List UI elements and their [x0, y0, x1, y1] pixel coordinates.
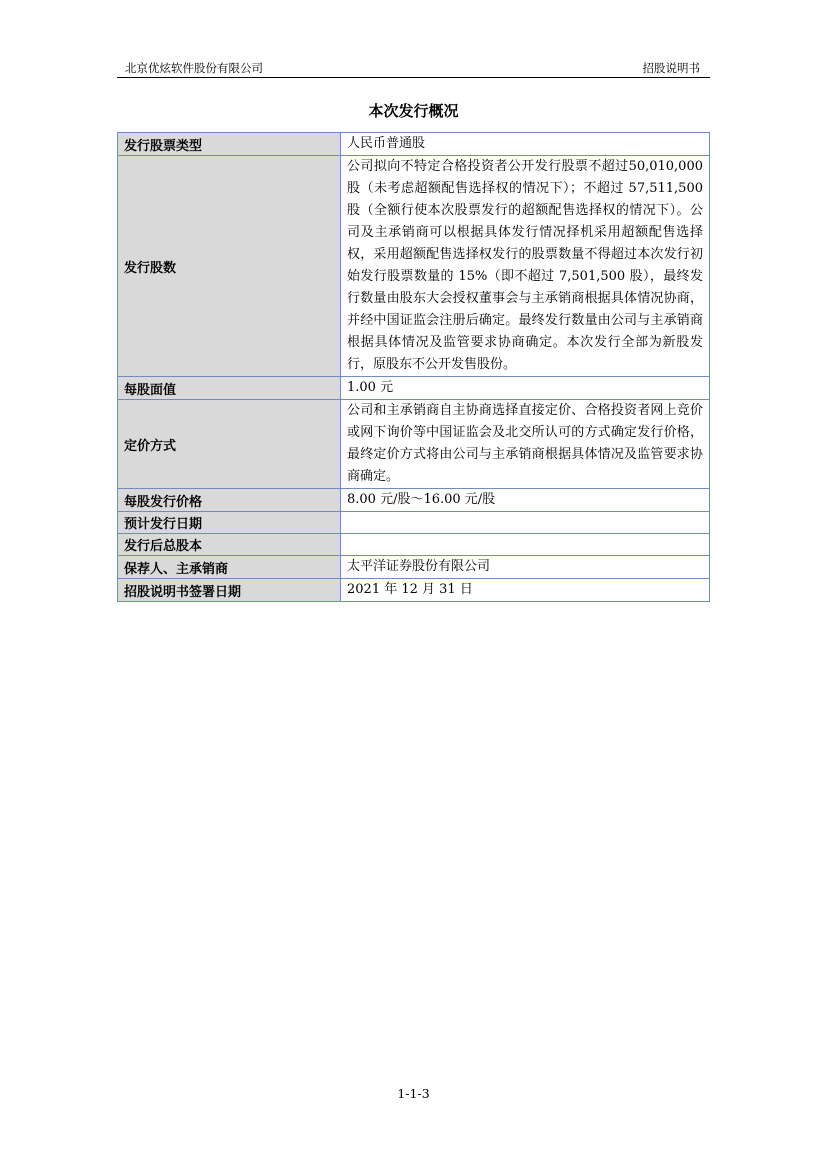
- row-value-issue-price: 8.00 元/股～16.00 元/股: [341, 489, 710, 512]
- row-label-total-share-capital: 发行后总股本: [118, 534, 341, 556]
- table-row: [118, 579, 710, 602]
- row-label-share-count: 发行股数: [118, 156, 341, 377]
- offering-overview-table: [117, 132, 710, 602]
- row-label-signing-date: 招股说明书签署日期: [118, 579, 341, 602]
- page-number: 1-1-3: [397, 1086, 430, 1101]
- row-value-issue-date: [341, 512, 710, 534]
- row-value-total-share-capital: [341, 534, 710, 556]
- row-value-par-value: 1.00 元: [341, 377, 710, 400]
- table-row: [118, 556, 710, 579]
- row-value-share-count: 公司拟向不特定合格投资者公开发行股票不超过50,010,000股（未考虑超额配售选择权的情况下）；不超过 57,511,500 股（全额行使本次股票发行的超额配售选择权的情况下）。公司及主承销商可以根据具体发行情况择机采用超额配售选择权，采用超额配售选择权发行的股票数量不得超过本次发行初始发行股票数量的 15%（即不超过 7,501,500 股），最终发行数量由股东大会授权董事会与主承销商根据具体情况协商，并经中国证监会注册后确定。最终发行数量由公司与主承销商根据具体情况及监管要求协商确定。本次发行全部为新股发行，原股东不公开发售股份。: [341, 156, 710, 377]
- table-row: [118, 133, 710, 156]
- page-header: [117, 58, 710, 78]
- section-title: 本次发行概况: [368, 102, 459, 120]
- row-label-pricing-method: 定价方式: [118, 400, 341, 489]
- row-label-par-value: 每股面值: [118, 377, 341, 400]
- header-document-type: 招股说明书: [642, 61, 700, 75]
- table-row: [118, 534, 710, 556]
- row-value-pricing-method: 公司和主承销商自主协商选择直接定价、合格投资者网上竞价或网下询价等中国证监会及北交所认可的方式确定发行价格，最终定价方式将由公司与主承销商根据具体情况及监管要求协商确定。: [341, 400, 710, 489]
- table-row: [118, 512, 710, 534]
- row-label-stock-type: 发行股票类型: [118, 133, 341, 156]
- row-label-issue-price: 每股发行价格: [118, 489, 341, 512]
- row-label-issue-date: 预计发行日期: [118, 512, 341, 534]
- table-row: [118, 156, 710, 377]
- row-label-sponsor-underwriter: 保荐人、主承销商: [118, 556, 341, 579]
- row-value-signing-date: 2021 年 12 月 31 日: [341, 579, 710, 602]
- row-value-stock-type: 人民币普通股: [341, 133, 710, 156]
- row-value-sponsor-underwriter: 太平洋证券股份有限公司: [341, 556, 710, 579]
- header-company-name: 北京优炫软件股份有限公司: [125, 61, 263, 75]
- table-row: [118, 377, 710, 400]
- table-row: [118, 489, 710, 512]
- table-row: [118, 400, 710, 489]
